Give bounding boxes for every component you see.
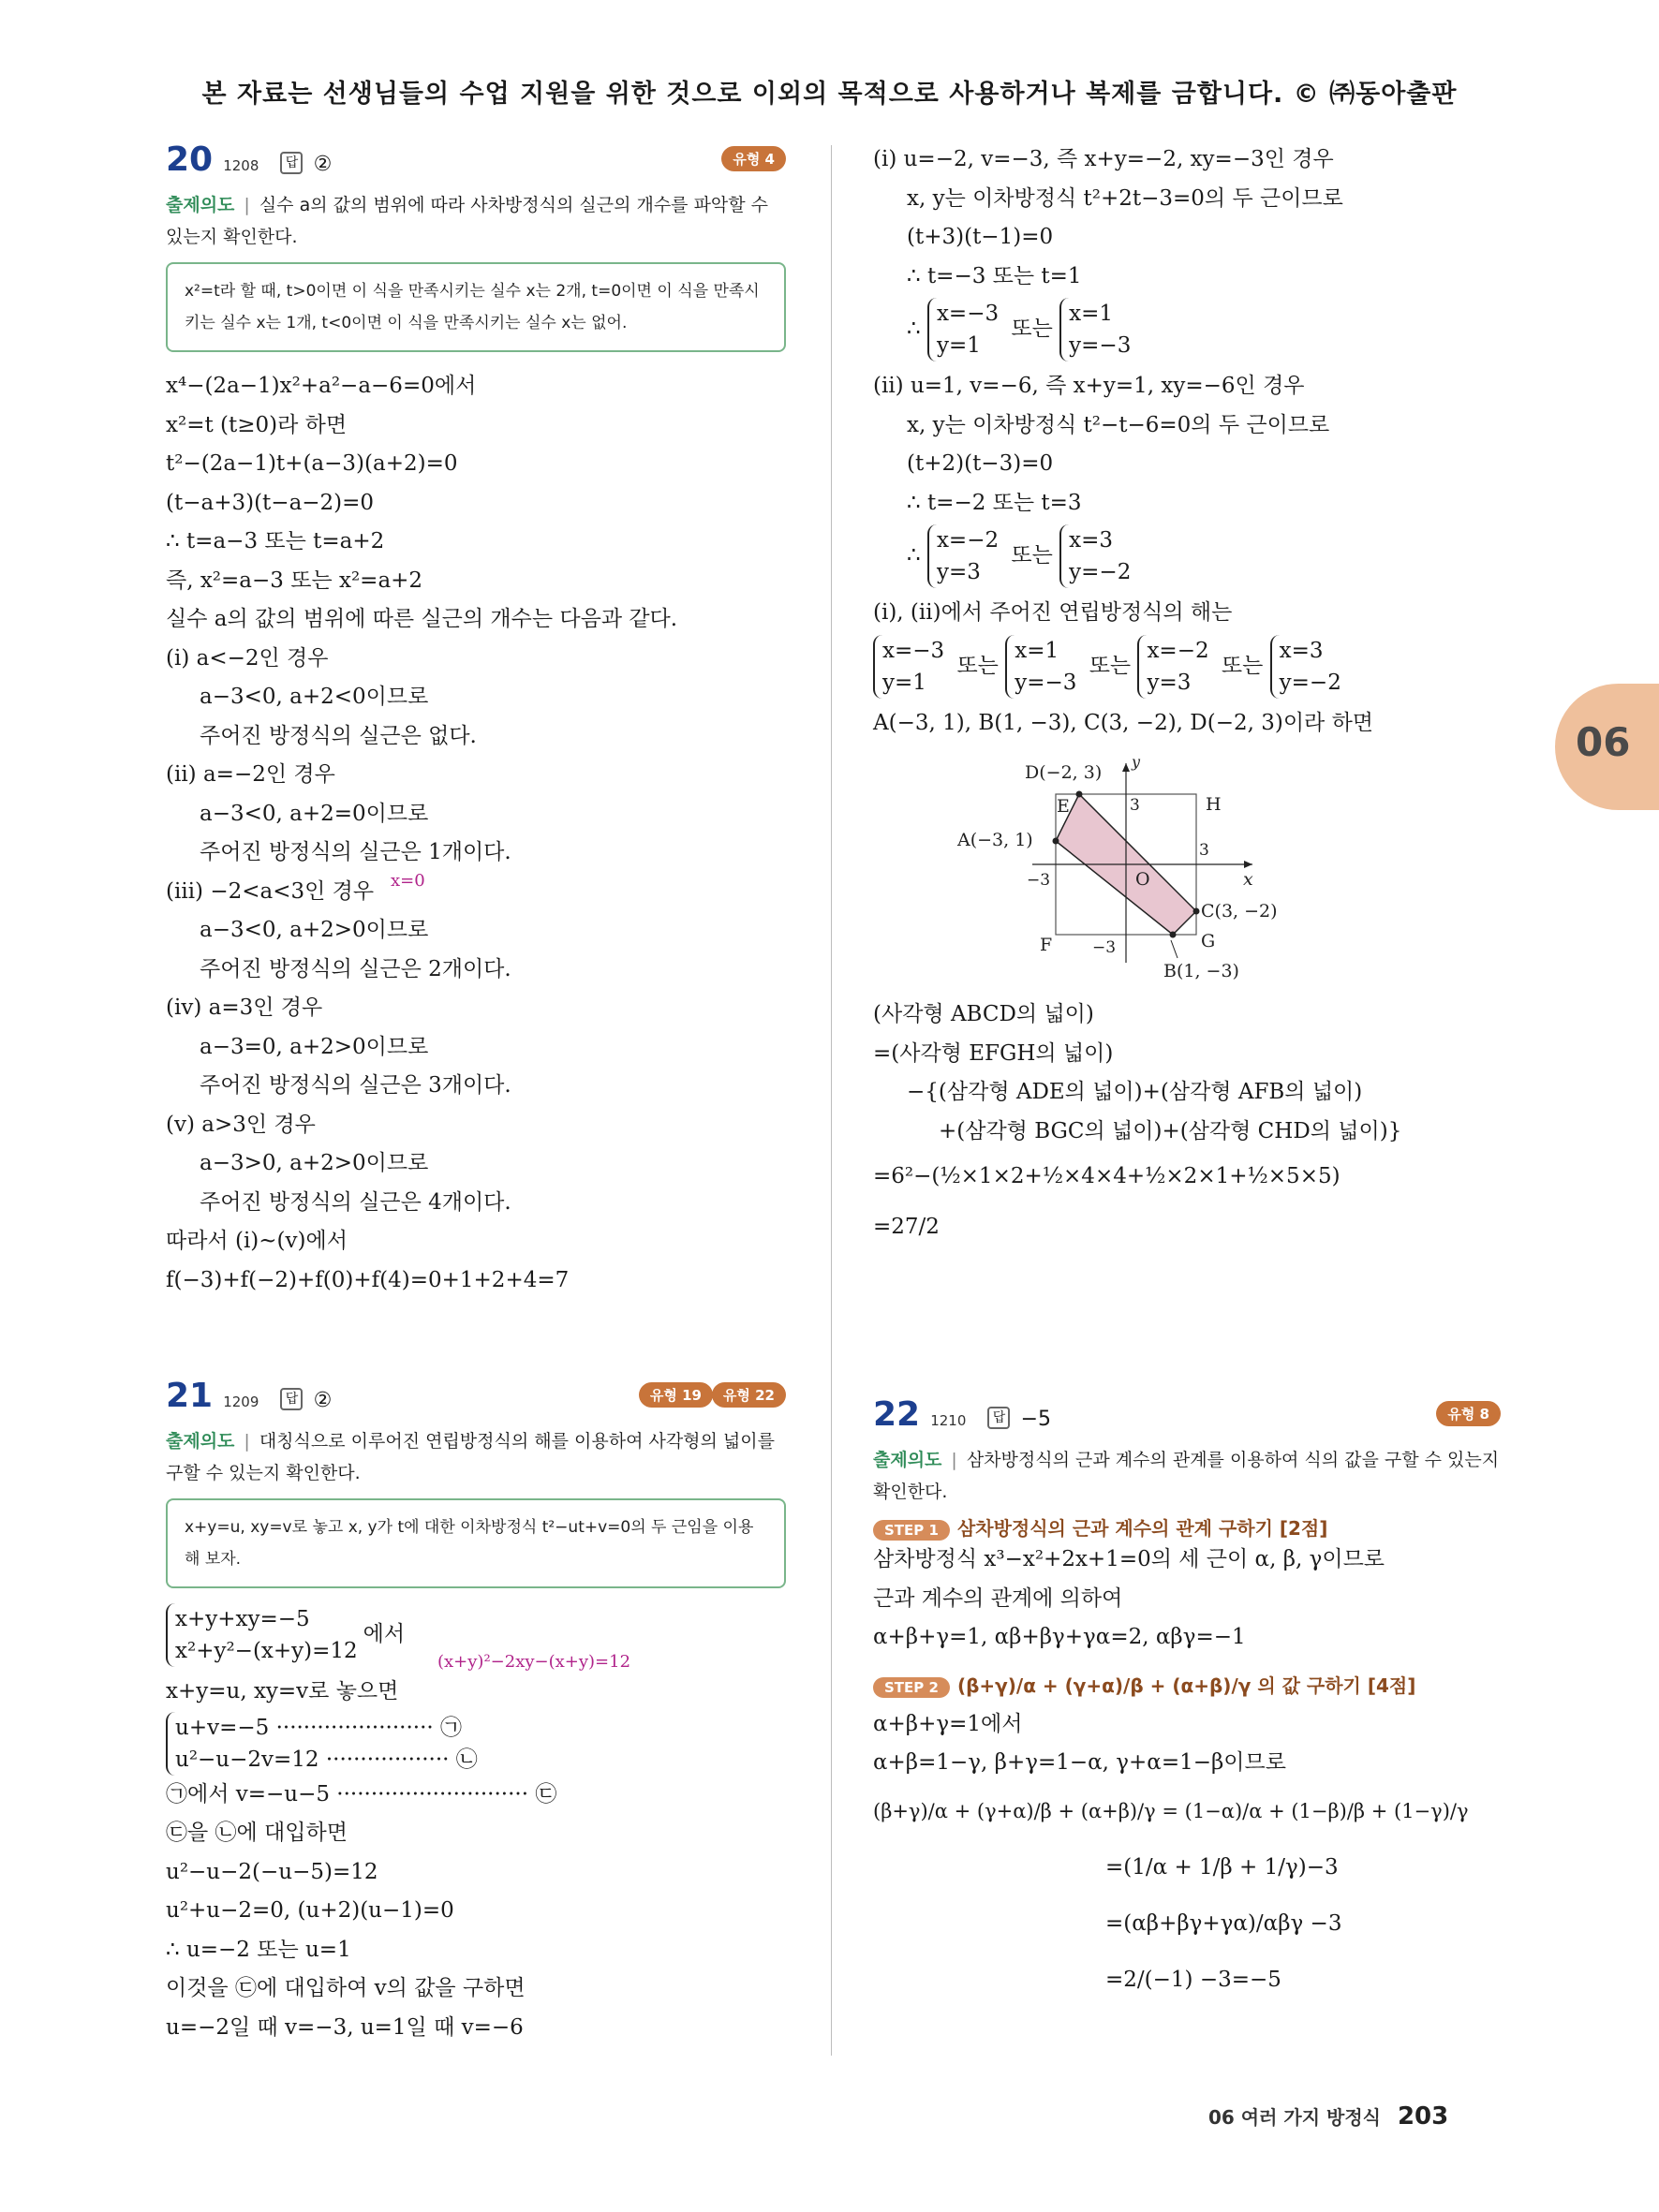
- solution-line: x+y=u, xy=v로 놓으면: [166, 1679, 399, 1703]
- label-b: B(1, −3): [1163, 961, 1239, 981]
- intent-text: 삼차방정식의 근과 계수의 관계를 이용하여 식의 값을 구할 수 있는지 확인한다.: [873, 1450, 1500, 1502]
- type-tag: 유형 4: [721, 146, 786, 171]
- system-brace: [1270, 635, 1341, 699]
- step-badge: STEP 1: [873, 1520, 950, 1541]
- case-heading: (ⅰ) a<−2인 경우: [166, 645, 329, 671]
- equation: y=3: [936, 560, 981, 584]
- solution-line: =27/2: [873, 1215, 940, 1239]
- solution-line: A(−3, 1), B(1, −3), C(3, −2), D(−2, 3)이라 하면: [873, 710, 1374, 735]
- x-axis-arrow: [1244, 861, 1252, 868]
- point-b: [1170, 932, 1177, 938]
- solution-line: a−3=0, a+2>0이므로: [200, 1034, 429, 1059]
- system-brace: [873, 635, 944, 699]
- solution-line: 근과 계수의 관계에 의하여: [873, 1585, 1123, 1611]
- equation: x=3: [1069, 528, 1114, 553]
- therefore-symbol: ∴: [907, 317, 921, 341]
- coordinate-diagram: [957, 752, 1407, 986]
- system-brace: [927, 298, 999, 361]
- solution-line: a−3<0, a+2>0이므로: [200, 918, 429, 942]
- problem-22-header: [873, 1395, 1501, 1444]
- step-badge: STEP 2: [873, 1677, 950, 1698]
- point-a: [1053, 838, 1059, 845]
- label-g: G: [1201, 931, 1216, 951]
- solution-line: =(사각형 EFGH의 넓이): [873, 1040, 1114, 1066]
- case-heading: (ⅱ) u=1, v=−6, 즉 x+y=1, xy=−6인 경우: [873, 374, 1305, 398]
- column-divider: [831, 145, 832, 2056]
- solution-line: ㉢을 ㉡에 대입하면: [166, 1821, 348, 1845]
- step-1-header: [873, 1513, 1501, 1541]
- problem-21-continued: [873, 140, 1501, 1252]
- solution-line: u²+u−2=0, (u+2)(u−1)=0: [166, 1898, 454, 1923]
- solution-line: ∴ t=a−3 또는 t=a+2: [166, 529, 385, 553]
- solution-line: 주어진 방정식의 실근은 2개이다.: [200, 956, 511, 981]
- solution-line: u=−2일 때 v=−3, u=1일 때 v=−6: [166, 2014, 524, 2040]
- equation: y=1: [936, 333, 981, 358]
- equation: y=−2: [1279, 670, 1341, 695]
- problem-21: [166, 1377, 786, 2047]
- intent: 출제의도 | 실수 a의 값의 범위에 따라 사차방정식의 실근의 개수를 파악할 수 있는지 확인한다.: [166, 195, 769, 247]
- system-2: [166, 1712, 786, 1776]
- problem-code: 1210: [930, 1412, 967, 1429]
- margin-note: x=0: [391, 870, 425, 891]
- solution-line: f(−3)+f(−2)+f(0)+f(4)=0+1+2+4=7: [166, 1267, 570, 1292]
- solution-line: α+β+γ=1, αβ+βγ+γα=2, αβγ=−1: [873, 1625, 1246, 1649]
- solution-line: ㉠에서 v=−u−5 ···························· ㉢: [166, 1781, 557, 1806]
- margin-note: (x+y)²−2xy−(x+y)=12: [437, 1652, 631, 1672]
- answer-icon: 답: [987, 1407, 1010, 1429]
- chapter-side-tab-label: 06: [1576, 719, 1631, 765]
- solution-line: 실수 a의 값의 범위에 따른 실근의 개수는 다음과 같다.: [166, 607, 678, 631]
- intent-label: 출제의도: [166, 1431, 235, 1452]
- solution-line: (t+2)(t−3)=0: [907, 451, 1054, 476]
- type-tag: 유형 22: [712, 1382, 786, 1408]
- label-d: D(−2, 3): [1025, 762, 1103, 783]
- equation: x=−2: [1147, 638, 1209, 663]
- equation: x=1: [1069, 302, 1114, 326]
- suffix-text: 에서: [363, 1622, 406, 1646]
- therefore-symbol: ∴: [907, 543, 921, 568]
- label-h: H: [1206, 794, 1222, 815]
- point-c: [1193, 908, 1200, 915]
- solution-line: 따라서 (ⅰ)~(ⅴ)에서: [166, 1229, 348, 1253]
- problem-code: 1209: [223, 1394, 259, 1410]
- case-heading: (ⅱ) a=−2인 경우: [166, 762, 335, 787]
- solution-line: =2/(−1) −3=−5: [1105, 1967, 1281, 1992]
- solution-line: 주어진 방정식의 실근은 3개이다.: [200, 1073, 511, 1098]
- intent-text: 대칭식으로 이루어진 연립방정식의 해를 이용하여 사각형의 넓이를 구할 수 있는지 확인한다.: [166, 1431, 775, 1483]
- equation: x=−2: [936, 528, 1000, 553]
- equation: y=1: [882, 670, 926, 695]
- solution-case-ii: [873, 524, 1501, 588]
- or-text: 또는: [1221, 653, 1264, 678]
- label-x: x: [1243, 869, 1253, 890]
- problem-number: 20: [166, 140, 214, 179]
- point-d: [1076, 791, 1083, 798]
- equation: x+y+xy=−5: [175, 1607, 310, 1631]
- problem-code: 1208: [223, 157, 259, 174]
- label-f: F: [1040, 935, 1053, 955]
- equation: u²−u−2v=12 ·················· ㉡: [175, 1747, 478, 1772]
- tick-3-y: 3: [1130, 796, 1140, 815]
- intent: 출제의도 | 삼차방정식의 근과 계수의 관계를 이용하여 식의 값을 구할 수 있는지 확인한다.: [873, 1450, 1500, 1502]
- solution-line: a−3>0, a+2>0이므로: [200, 1151, 429, 1175]
- solution-line: t²−(2a−1)t+(a−3)(a+2)=0: [166, 451, 458, 476]
- solution-line: 즉, x²=a−3 또는 x²=a+2: [166, 568, 423, 593]
- solution-line: u²−u−2(−u−5)=12: [166, 1859, 378, 1884]
- type-tag: 유형 8: [1436, 1401, 1501, 1426]
- equation: y=3: [1147, 670, 1192, 695]
- tick-minus3-x: −3: [1027, 871, 1051, 890]
- type-tag: 유형 19: [639, 1382, 713, 1408]
- label-c: C(3, −2): [1201, 901, 1278, 922]
- step-title: 삼차방정식의 근과 계수의 관계 구하기 [2점]: [956, 1517, 1328, 1540]
- solution-line: 주어진 방정식의 실근은 1개이다.: [200, 840, 511, 864]
- system-brace: [1059, 298, 1131, 361]
- solution-line: 주어진 방정식의 실근은 4개이다.: [200, 1189, 511, 1215]
- answer-value: ②: [313, 1389, 333, 1412]
- problem-number: 21: [166, 1377, 214, 1415]
- intent-label: 출제의도: [873, 1450, 942, 1470]
- solution-line: −{(삼각형 ADE의 넓이)+(삼각형 AFB의 넓이): [907, 1080, 1363, 1104]
- leader-line-b: [1171, 940, 1178, 958]
- system-brace: [166, 1603, 358, 1667]
- label-e: E: [1057, 796, 1070, 817]
- page-footer: [1208, 2102, 1448, 2131]
- equation: y=−3: [1015, 670, 1077, 695]
- intent: 출제의도 | 대칭식으로 이루어진 연립방정식의 해를 이용하여 사각형의 넓이를 구할 수 있는지 확인한다.: [166, 1431, 775, 1483]
- y-axis-arrow: [1122, 763, 1130, 772]
- problem-20: [166, 140, 786, 1300]
- equation: y=−3: [1069, 333, 1132, 358]
- label-y: y: [1132, 753, 1141, 771]
- solution-line: x, y는 이차방정식 t²+2t−3=0의 두 근이므로: [907, 185, 1343, 211]
- solution-21: [166, 1603, 786, 2047]
- solution-line: x⁴−(2a−1)x²+a²−a−6=0에서: [166, 374, 477, 398]
- equation: x=−3: [882, 638, 945, 663]
- solution-20: [166, 367, 786, 1300]
- problem-number: 22: [873, 1395, 921, 1434]
- solution-line: α+β+γ=1에서: [873, 1711, 1023, 1736]
- solution-line: 주어진 방정식의 실근은 없다.: [200, 723, 477, 748]
- hint-box: x²=t라 할 때, t>0이면 이 식을 만족시키는 실수 x는 2개, t=0이면 이 식을 만족시키는 실수 x는 1개, t<0이면 이 식을 만족시키는 실수 x는 없어.: [166, 262, 786, 352]
- or-text: 또는: [1089, 653, 1132, 678]
- case-heading: (ⅰ) u=−2, v=−3, 즉 x+y=−2, xy=−3인 경우: [873, 147, 1334, 171]
- solution-line: x, y는 이차방정식 t²−t−6=0의 두 근이므로: [907, 412, 1330, 437]
- case-heading: (ⅴ) a>3인 경우: [166, 1112, 316, 1137]
- solution-line: 이것을 ㉢에 대입하여 v의 값을 구하면: [166, 1976, 526, 2000]
- tick-3-x: 3: [1199, 841, 1209, 860]
- solution-line: ∴ t=−2 또는 t=3: [907, 490, 1082, 515]
- or-text: 또는: [1011, 543, 1053, 568]
- system-brace: [166, 1712, 765, 1776]
- label-origin: O: [1135, 869, 1150, 890]
- page-number: 203: [1397, 2102, 1449, 2131]
- solution-line: x²=t (t≥0)라 하면: [166, 412, 348, 437]
- step-2-header: [873, 1671, 1501, 1698]
- equation: x=−3: [936, 302, 1000, 326]
- problem-21-header: [166, 1377, 786, 1425]
- case-heading-row: [166, 870, 786, 912]
- system-brace: [927, 524, 999, 588]
- solution-line: =(αβ+βγ+γα)/αβγ −3: [1105, 1910, 1342, 1936]
- solution-line: =(1/α + 1/β + 1/γ)−3: [1105, 1854, 1339, 1880]
- answer-value: −5: [1020, 1408, 1052, 1431]
- or-text: 또는: [1011, 317, 1053, 341]
- system-brace: [1059, 524, 1131, 588]
- solution-line: =6²−(½×1×2+½×4×4+½×2×1+½×5×5): [873, 1164, 1341, 1188]
- solution-line: (t−a+3)(t−a−2)=0: [166, 490, 375, 515]
- solution-line: +(삼각형 BGC의 넓이)+(삼각형 CHD의 넓이)}: [939, 1118, 1402, 1143]
- or-text: 또는: [956, 653, 999, 678]
- solution-line: (ⅰ), (ⅱ)에서 주어진 연립방정식의 해는: [873, 600, 1233, 625]
- label-a: A(−3, 1): [957, 830, 1033, 850]
- all-solutions: [873, 635, 1501, 699]
- chapter-title: 06 여러 가지 방정식: [1208, 2106, 1381, 2129]
- solution-case-i: [873, 298, 1501, 361]
- solution-line: (사각형 ABCD의 넓이): [873, 1002, 1094, 1026]
- answer-icon: 답: [280, 152, 303, 174]
- equation: x²+y²−(x+y)=12: [175, 1639, 358, 1663]
- solution-line: (t+3)(t−1)=0: [907, 225, 1054, 249]
- solution-line: ∴ t=−3 또는 t=1: [907, 263, 1082, 288]
- solution-line: α+β=1−γ, β+γ=1−α, γ+α=1−β이므로: [873, 1750, 1286, 1775]
- tick-minus3-y: −3: [1092, 938, 1117, 957]
- equation: u+v=−5 ······················· ㉠: [175, 1715, 463, 1740]
- solution-line: a−3<0, a+2<0이므로: [200, 685, 429, 709]
- equation: x=3: [1279, 638, 1324, 663]
- step-title: (β+γ)/α + (γ+α)/β + (α+β)/γ 의 값 구하기 [4점]: [956, 1674, 1416, 1697]
- system-brace: [1005, 635, 1076, 699]
- answer-icon: 답: [280, 1388, 303, 1410]
- intent-label: 출제의도: [166, 195, 235, 215]
- equation: y=−2: [1069, 560, 1132, 584]
- intent-text: 실수 a의 값의 범위에 따라 사차방정식의 실근의 개수를 파악할 수 있는지 확인한다.: [166, 195, 769, 247]
- case-heading: (ⅳ) a=3인 경우: [166, 995, 323, 1020]
- hint-box: x+y=u, xy=v로 놓고 x, y가 t에 대한 이차방정식 t²−ut+v=0의 두 근임을 이용해 보자.: [166, 1498, 786, 1588]
- copyright-notice: 본 자료는 선생님들의 수업 지원을 위한 것으로 이외의 목적으로 사용하거나 복제를 금합니다. © ㈜동아출판: [201, 80, 1458, 109]
- note-row: [166, 1652, 786, 1673]
- solution-line: (β+γ)/α + (γ+α)/β + (α+β)/γ = (1−α)/α + (1−β)/β + (1−γ)/γ: [873, 1799, 1469, 1822]
- solution-line: ∴ u=−2 또는 u=1: [166, 1937, 351, 1962]
- solution-line: a−3<0, a+2=0이므로: [200, 801, 429, 826]
- equation: x=1: [1015, 638, 1059, 663]
- answer-value: ②: [313, 153, 333, 176]
- solution-line: 삼차방정식 x³−x²+2x+1=0의 세 근이 α, β, γ이므로: [873, 1547, 1385, 1571]
- problem-22: [873, 1395, 1501, 2008]
- case-heading: (ⅲ) −2<a<3인 경우: [166, 878, 375, 904]
- system-brace: [1137, 635, 1208, 699]
- problem-20-header: [166, 140, 786, 189]
